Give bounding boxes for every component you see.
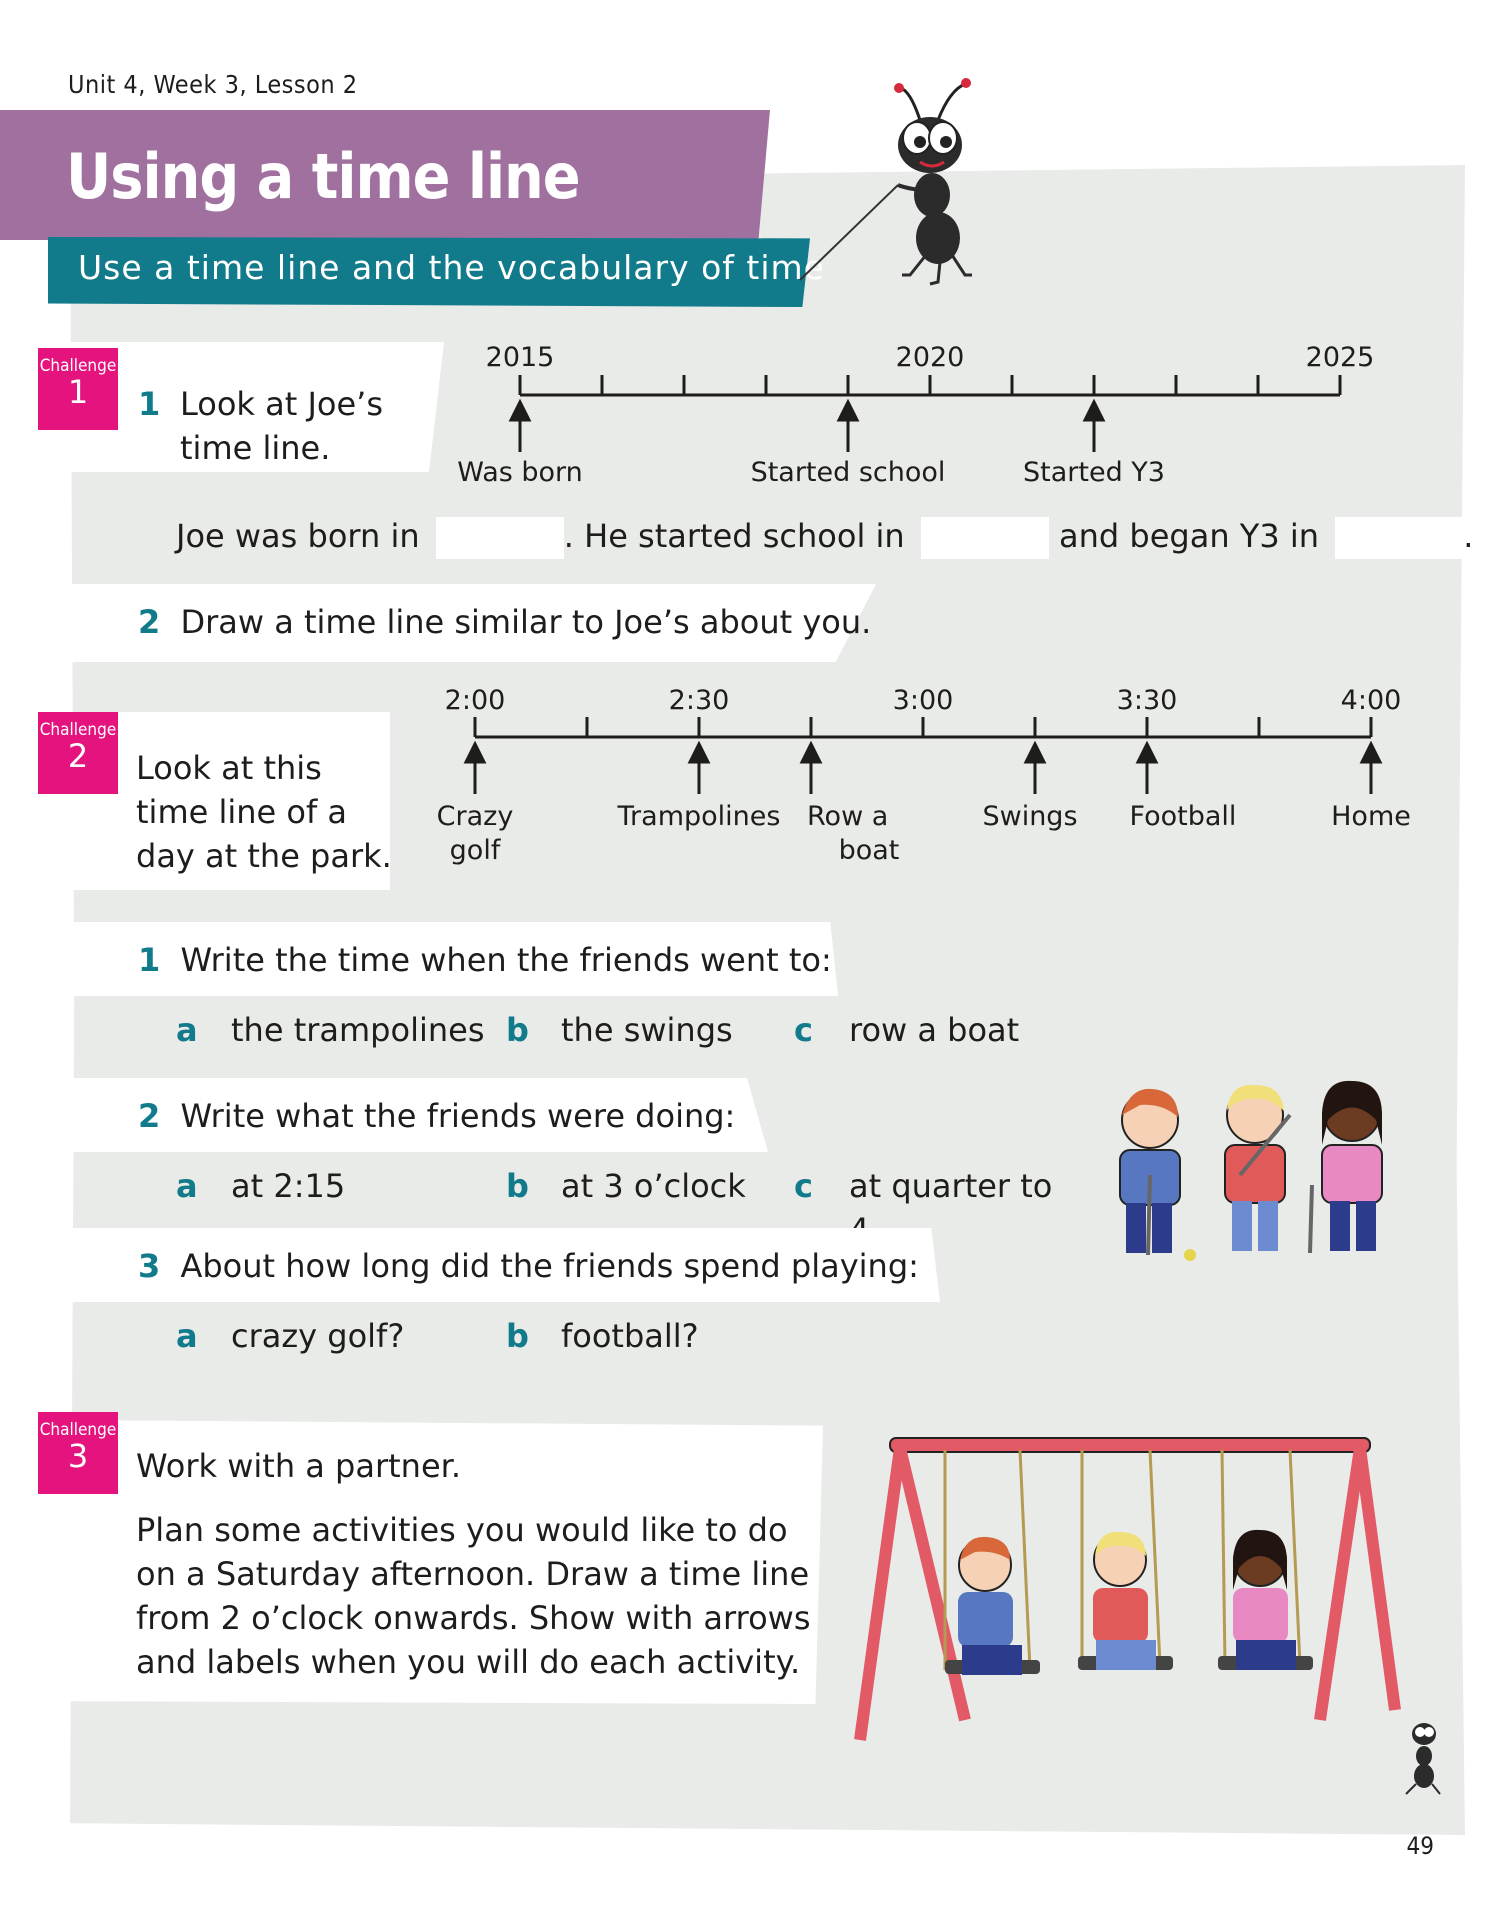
event-started-y3: Started Y3: [1023, 457, 1165, 488]
challenge1-q1: [138, 382, 160, 426]
intro-text-line: Look at this: [136, 749, 322, 787]
challenge2-q1: [138, 938, 832, 982]
kids-golf-illustration: [1090, 1075, 1430, 1275]
question-number: 1: [138, 941, 161, 979]
question-text-line: Look at Joe’s: [180, 385, 383, 423]
challenge2-intro: [136, 746, 392, 878]
option-letter: a: [176, 1011, 198, 1049]
swing-set-illustration: [850, 1420, 1410, 1750]
paragraph-line: from 2 o’clock onwards. Show with arrows: [136, 1599, 811, 1637]
option-letter: a: [176, 1317, 198, 1355]
paragraph-line: and labels when you will do each activity.: [136, 1643, 801, 1681]
joe-sentence: [176, 514, 1473, 559]
event-started-school: Started school: [750, 457, 946, 488]
option-letter: b: [506, 1317, 529, 1355]
event-label-line: Row a: [807, 801, 889, 832]
sentence-text: . He started school in: [563, 517, 905, 555]
paragraph-line: Plan some activities you would like to do: [136, 1511, 788, 1549]
challenge3-line1: Work with a partner.: [136, 1447, 462, 1485]
small-ant-icon: [1398, 1716, 1446, 1796]
tick-label-2-00: 2:00: [444, 685, 506, 716]
challenge2-badge: [38, 712, 118, 794]
answer-blank-school[interactable]: [921, 517, 1049, 559]
option-text: at quarter to: [849, 1167, 1053, 1205]
event-label-line: Crazy: [436, 801, 514, 832]
question-text-line: time line.: [180, 429, 331, 467]
event-label-line: boat: [838, 835, 900, 866]
arrow-icon: [511, 402, 1103, 452]
event-trampolines: Trampolines: [617, 801, 781, 832]
paragraph-line: on a Saturday afternoon. Draw a time line: [136, 1555, 810, 1593]
question-text: Write the time when the friends went to:: [180, 941, 832, 979]
tick-label-2025: 2025: [1305, 342, 1375, 373]
arrow-icon: [466, 744, 1380, 794]
sentence-text: Joe was born in: [176, 517, 420, 555]
question-number: 2: [138, 603, 161, 641]
unit-label: Unit 4, Week 3, Lesson 2: [68, 70, 358, 99]
intro-text-line: day at the park.: [136, 837, 392, 875]
answer-blank-born[interactable]: [436, 517, 564, 559]
sentence-text: and began Y3 in: [1059, 517, 1320, 555]
tick-label-3-30: 3:30: [1116, 685, 1178, 716]
tick-label-2020: 2020: [895, 342, 965, 373]
tick-label-4-00: 4:00: [1340, 685, 1402, 716]
option-text: football?: [561, 1317, 699, 1355]
event-crazy-golf: [425, 800, 525, 868]
option-text: crazy golf?: [231, 1317, 405, 1355]
page-title: Using a time line: [66, 140, 580, 213]
tick-label-2015: 2015: [485, 342, 555, 373]
page-number: 49: [1406, 1832, 1434, 1860]
ant-mascot-icon: [760, 70, 1010, 290]
event-label-line: golf: [449, 835, 501, 866]
question-text: Draw a time line similar to Joe’s about you.: [180, 603, 872, 641]
option-letter: c: [794, 1011, 813, 1049]
option-letter: b: [506, 1167, 529, 1205]
question-number: 3: [138, 1247, 161, 1285]
tick-label-3-00: 3:00: [892, 685, 954, 716]
option-text: row a boat: [849, 1011, 1020, 1049]
event-row-boat: [795, 800, 905, 868]
event-football: Football: [1129, 801, 1237, 832]
challenge1-badge: [38, 348, 118, 430]
option-text: the swings: [561, 1011, 733, 1049]
question-text: Write what the friends were doing:: [180, 1097, 736, 1135]
challenge2-q2: [138, 1094, 735, 1138]
answer-blank-y3[interactable]: [1335, 517, 1463, 559]
challenge1-q1-text: [180, 382, 383, 470]
challenge-badge-label: Challenge: [39, 356, 117, 376]
event-swings: Swings: [982, 801, 1078, 832]
challenge1-q2: [138, 600, 871, 644]
challenge-badge-number: 2: [67, 737, 89, 775]
challenge-badge-label: Challenge: [39, 1420, 117, 1440]
challenge2-q2-options: [176, 1164, 1076, 1208]
option-letter: b: [506, 1011, 529, 1049]
question-text: About how long did the friends spend playing:: [180, 1247, 919, 1285]
challenge-badge-label: Challenge: [39, 720, 117, 740]
tick-label-2-30: 2:30: [668, 685, 730, 716]
intro-text-line: time line of a: [136, 793, 348, 831]
challenge2-q3: [138, 1244, 919, 1288]
option-letter: a: [176, 1167, 198, 1205]
option-text: at 3 o’clock: [561, 1167, 746, 1205]
joe-timeline: [500, 370, 1360, 470]
question-number: 1: [138, 385, 161, 423]
challenge3-badge: [38, 1412, 118, 1494]
option-text: the trampolines: [231, 1011, 485, 1049]
challenge2-q3-options: [176, 1314, 876, 1358]
event-was-born: Was born: [457, 457, 583, 488]
challenge-badge-number: 3: [67, 1437, 89, 1475]
option-text: at 2:15: [231, 1167, 346, 1205]
question-number: 2: [138, 1097, 161, 1135]
option-letter: c: [794, 1167, 813, 1205]
event-home: Home: [1331, 801, 1411, 832]
page-subtitle: Use a time line and the vocabulary of time: [78, 248, 825, 287]
challenge3-paragraph: [136, 1508, 811, 1684]
sentence-text: .: [1463, 517, 1474, 555]
challenge2-q1-options: [176, 1008, 1076, 1052]
challenge-badge-number: 1: [67, 373, 89, 411]
park-timeline: [455, 712, 1395, 802]
